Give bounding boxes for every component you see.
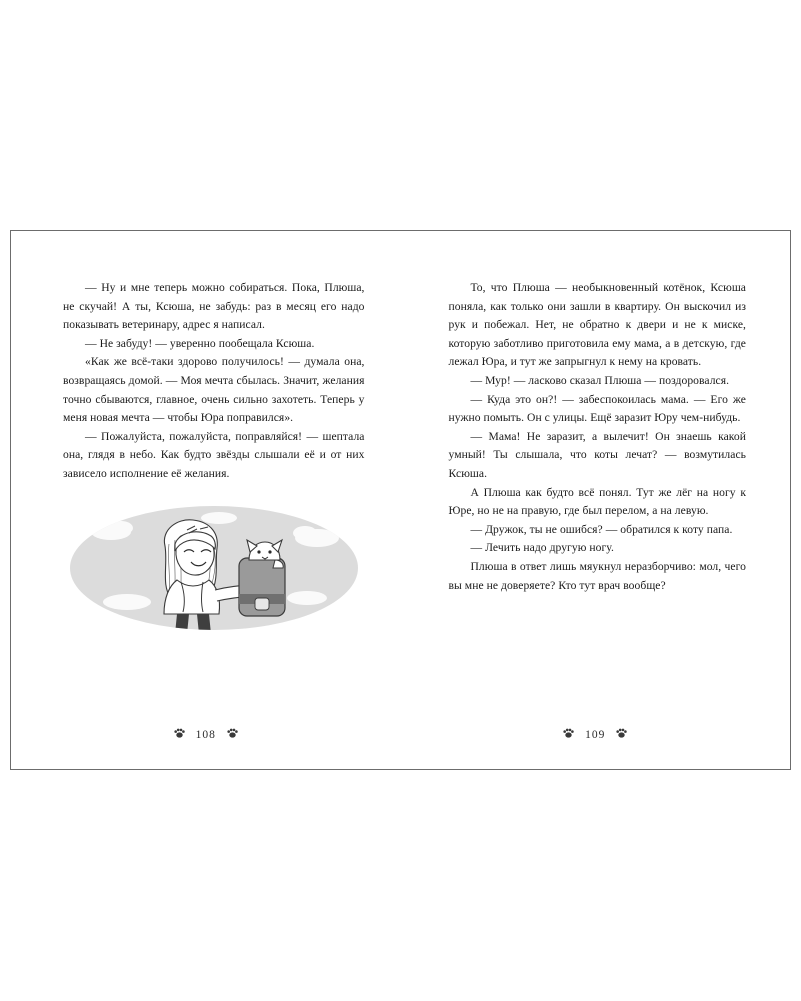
paragraph: А Плюша как будто всё понял. Тут же лёг на ногу к Юре, но не на правую, где был перелом, а на левую. xyxy=(448,485,746,518)
right-page-text xyxy=(449,279,747,595)
paragraph: — Ну и мне теперь можно собираться. Пока, Плюша, не скучай! А ты, Ксюша, не забудь: раз в месяц его надо показывать ветеринару, адрес я написал. xyxy=(63,281,365,332)
folio-left xyxy=(11,728,401,741)
left-page-text xyxy=(63,279,365,484)
paw-print-icon xyxy=(174,728,185,741)
page-right xyxy=(401,231,791,769)
paragraph: — Не забуду! — уверенно пообещала Ксюша. xyxy=(85,336,315,350)
paw-print-icon xyxy=(563,728,574,741)
paragraph: «Как же всё-таки здорово получилось! — думала она, возвращаясь домой. — Моя мечта сбылась. Значит, желания точно сбываются, главное, очень сильно захотеть. Теперь у меня новая мечта — чтобы Юра поправился». xyxy=(63,355,365,425)
book-spread xyxy=(10,230,791,770)
paragraph: — Мур! — ласково сказал Плюша — поздоровался. xyxy=(470,373,730,387)
paragraph: — Куда это он?! — забеспокоилась мама. — Его же нужно помыть. Он с улицы. Ещё заразит Юру чем-нибудь. xyxy=(448,392,746,425)
page-number: 108 xyxy=(195,728,216,741)
paragraph: То, что Плюша — необыкновенный котёнок, Ксюша поняла, как только они зашли в квартиру. Он выскочил из рук и побежал. Нет, не обратно к двери и не к миске, которую заботливо приготовила ему мама, а в детскую, где лежал Юра, и тут же запрыгнул к нему на кровать. xyxy=(448,281,746,369)
paragraph: — Пожалуйста, пожалуйста, поправляйся! — шептала она, глядя в небо. Как будто звёзды слышали её и от них зависело исполнение её желания. xyxy=(63,429,365,480)
page-number: 109 xyxy=(585,728,606,741)
paragraph: — Дружок, ты не ошибся? — обратился к коту папа. xyxy=(470,522,733,536)
folio-right xyxy=(401,728,791,741)
paragraph: Плюша в ответ лишь мяукнул неразборчиво: мол, чего вы мне не доверяете? Кто тут врач вообще? xyxy=(448,559,746,592)
paw-print-icon xyxy=(616,728,627,741)
page-left xyxy=(11,231,401,769)
illustration-wrapper xyxy=(63,502,365,634)
paw-print-icon xyxy=(227,728,238,741)
girl-with-backpack-and-cat-illustration xyxy=(69,502,359,634)
paragraph: — Мама! Не заразит, а вылечит! Он знаешь какой умный! Ты слышала, что коты лечат? — возмутилась Ксюша. xyxy=(448,429,746,480)
paragraph: — Лечить надо другую ногу. xyxy=(470,541,614,555)
